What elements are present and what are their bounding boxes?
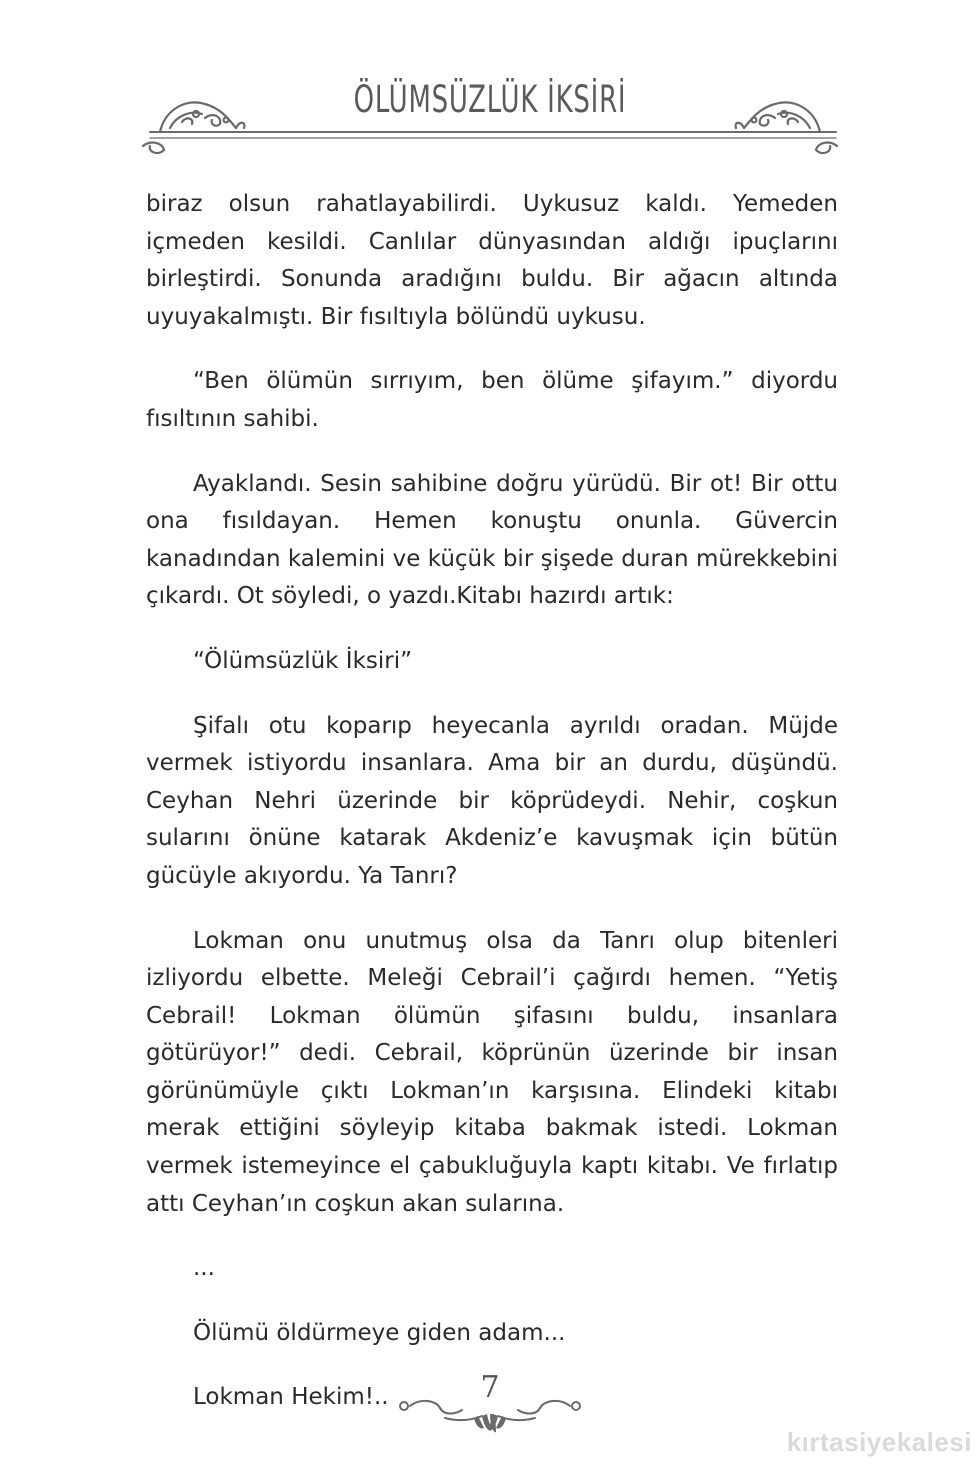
page-body xyxy=(146,186,838,1444)
page-number: 7 xyxy=(480,1370,500,1405)
paragraph: Şifalı otu koparıp heyecanla ayrıldı oradan. Müjde vermek istiyordu insanlara. Ama bir an durdu, düşündü. Ceyhan Nehri üzerinde bir köprüdeydi. Nehir, coşkun sularını önüne katarak Akdeniz’e kavuşmak için bütün gücüyle akıyordu. Ya Tanrı? xyxy=(146,712,838,889)
paragraph: Lokman Hekim!.. xyxy=(193,1384,389,1411)
paragraph: ... xyxy=(193,1255,215,1282)
running-title: ÖLÜMSÜZLÜK İKSİRİ xyxy=(353,78,627,121)
paragraph: “Ben ölümün sırrıyım, ben ölüme şifayım.” diyordu fısıltının sahibi. xyxy=(146,368,838,432)
page-header xyxy=(0,0,980,170)
paragraph: Lokman onu unutmuş olsa da Tanrı olup bitenleri izliyordu elbette. Meleği Cebrail’i çağırdı hemen. “Yetiş Cebrail! Lokman ölümün şifasını buldu, insanlara götürüyor!” dedi. Cebrail, köprünün üzerinde bir insan görünümüyle çıktı Lokman’ın karşısına. Elindeki kitabı merak ettiğini söyleyip kitaba bakmak istedi. Lokman vermek istemeyince el çabukluğuyla kaptı kitabı. Ve fırlatıp attı Ceyhan’ın coşkun akan sularına. xyxy=(146,927,838,1217)
paragraph: Ölümü öldürmeye giden adam... xyxy=(193,1319,566,1346)
watermark: kırtasiyekalesi xyxy=(786,1427,972,1457)
paragraph: biraz olsun rahatlayabilirdi. Uykusuz kaldı. Yemeden içmeden kesildi. Canlılar dünyasından aldığı ipuçlarını birleştirdi. Sonunda aradığını buldu. Bir ağacın altında uyuyakalmıştı. Bir fısıltıyla bölündü uykusu. xyxy=(146,191,838,330)
paragraph: Ayaklandı. Sesin sahibine doğru yürüdü. Bir ot! Bir ottu ona fısıldayan. Hemen konuştu onunla. Güvercin kanadından kalemini ve küçük bir şişede duran mürekkebini çıkardı. Ot söyledi, o yazdı.Kitabı hazırdı artık: xyxy=(146,470,838,610)
paragraph: “Ölümsüzlük İksiri” xyxy=(193,647,413,674)
